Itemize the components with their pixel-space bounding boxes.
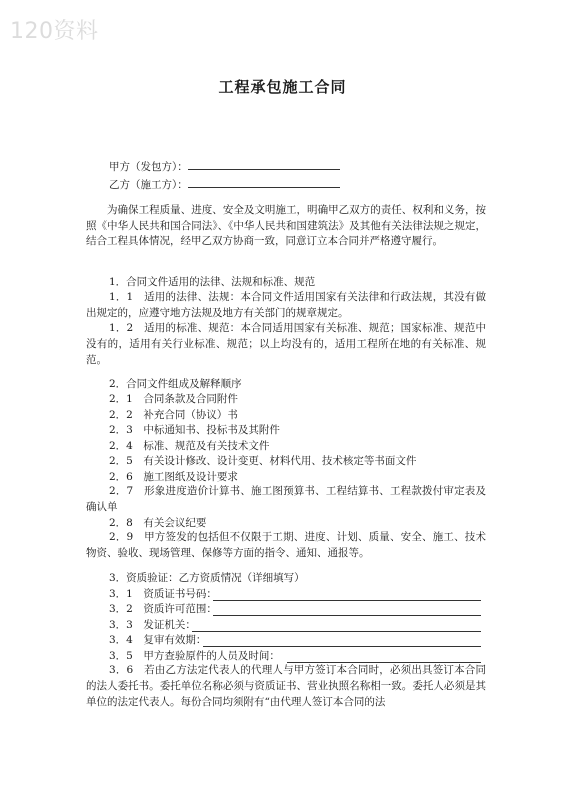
field-review-validity-blank[interactable] [203, 634, 481, 647]
section-2-heading: 2．合同文件组成及解释顺序 [109, 378, 242, 390]
field-issuing-authority-blank[interactable] [192, 619, 481, 632]
clause-2-3: 2．3 中标通知书、投标书及其附件 [109, 424, 280, 436]
clause-1-1: 1．1 适用的法律、法规：本合同文件适用国家有关法律和行政法规，其没有做出规定的，应遵守地方法规及地方有关部门的规章规定。 [86, 291, 486, 319]
clause-2-8: 2．8 有关会议纪要 [109, 517, 207, 529]
clause-2-7: 2．7 形象进度造价计算书、施工图预算书、工程结算书、工程款拨付审定表及确认单 [86, 485, 486, 513]
party-a-line [109, 158, 340, 174]
field-certificate-number-blank[interactable] [213, 588, 481, 601]
field-license-scope [109, 602, 217, 617]
party-a-label: 甲方（发包方）： [109, 161, 188, 173]
field-issuing-authority [109, 618, 196, 633]
intro-paragraph: 为确保工程质量、进度、安全及文明施工，明确甲乙双方的责任、权利和义务，按照《中华人民共和国合同法》、《中华人民共和国建筑法》及其他有关法律法规之规定，结合工程具体情况，经甲乙双方协商一致，同意订立本合同并严格遵守履行。 [86, 204, 486, 247]
party-a-blank [188, 158, 340, 170]
field-inspection-person-time [109, 649, 280, 664]
field-certificate-number [109, 587, 217, 602]
section-3-heading: 3．资质验证：乙方资质情况（详细填写） [109, 572, 305, 584]
field-certificate-number-label: 3．1 资质证书号码： [109, 588, 217, 600]
party-b-blank [188, 176, 340, 188]
field-review-validity [109, 633, 206, 648]
party-b-line [109, 176, 340, 192]
clause-2-2: 2．2 补充合同（协议）书 [109, 409, 238, 421]
clause-1-2: 1．2 适用的标准、规范：本合同适用国家有关标准、规范；国家标准、规范中没有的，适用有关行业标准、规范；以上均没有的，适用工程所在地的有关标准、规范。 [86, 322, 486, 366]
field-issuing-authority-label: 3．3 发证机关： [109, 619, 196, 631]
field-inspection-person-time-label: 3．5 甲方查验原件的人员及时间： [109, 650, 280, 662]
party-b-label: 乙方（施工方）： [109, 179, 188, 191]
clause-2-5: 2．5 有关设计修改、设计变更、材料代用、技术核定等书面文件 [109, 455, 417, 467]
clause-2-4: 2．4 标准、规范及有关技术文件 [109, 440, 270, 452]
field-license-scope-label: 3．2 资质许可范围： [109, 603, 217, 615]
field-license-scope-blank[interactable] [213, 603, 481, 616]
contract-title: 工程承包施工合同 [218, 78, 347, 96]
field-inspection-person-time-blank[interactable] [287, 650, 481, 663]
clause-2-1: 2．1 合同条款及合同附件 [109, 393, 238, 405]
clause-2-6: 2．6 施工图纸及设计要求 [109, 471, 238, 483]
section-1-heading: 1．合同文件适用的法律、法规和标准、规范 [109, 276, 316, 288]
clause-2-9: 2．9 甲方签发的包括但不仅限于工期、进度、计划、质量、安全、施工、技术物资、验收、现场管理、保修等方面的指令、通知、通报等。 [86, 531, 486, 559]
clause-3-6: 3．6 若由乙方法定代表人的代理人与甲方签订本合同时，必须出具签订本合同的法人委托书。委托单位名称必须与资质证书、营业执照名称相一致。委托人必须是其单位的法定代表人。每份合同均须附有“由代理人签订本合同的法 [86, 664, 486, 708]
field-review-validity-label: 3．4 复审有效期： [109, 634, 207, 646]
watermark-text: 120资料 [10, 19, 99, 44]
